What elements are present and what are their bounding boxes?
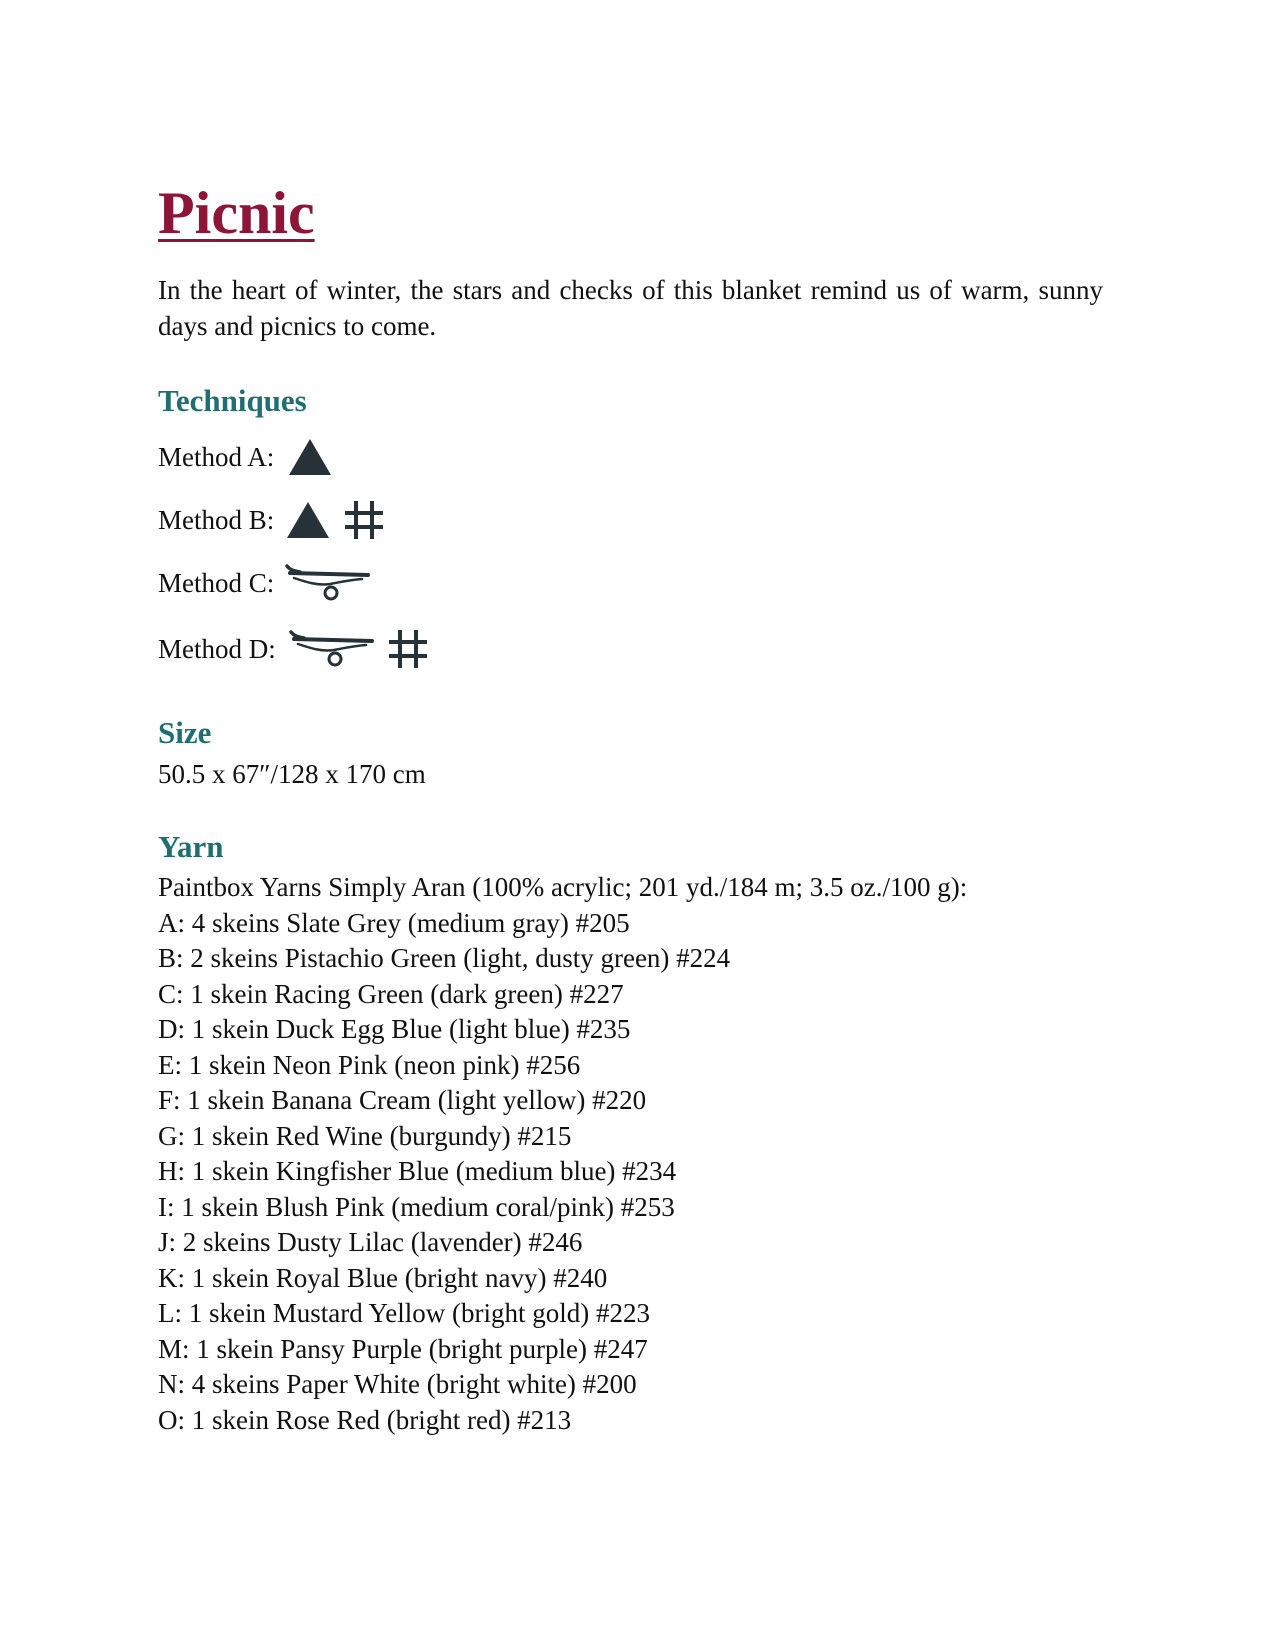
- triangle-icon: [284, 498, 332, 542]
- list-item: K: 1 skein Royal Blue (bright navy) #240: [158, 1262, 608, 1293]
- list-item: E: 1 skein Neon Pink (neon pink) #256: [158, 1049, 581, 1080]
- triangle-icon: [286, 435, 334, 479]
- intro-paragraph: In the heart of winter, the stars and checks of this blanket remind us of warm, sunny days and picnics to come.: [158, 275, 1103, 341]
- method-a-row: [158, 432, 334, 482]
- page-title: Picnic: [158, 180, 315, 246]
- list-item: O: 1 skein Rose Red (bright red) #213: [158, 1404, 572, 1435]
- list-item: G: 1 skein Red Wine (burgundy) #215: [158, 1120, 572, 1151]
- list-item: F: 1 skein Banana Cream (light yellow) #220: [158, 1085, 647, 1115]
- method-b-label: Method B:: [158, 505, 275, 535]
- list-item: C: 1 skein Racing Green (dark green) #227: [158, 978, 624, 1009]
- hash-grid-icon: [386, 627, 430, 671]
- hash-grid-icon: [342, 498, 386, 542]
- list-item: J: 2 skeins Dusty Lilac (lavender) #246: [158, 1227, 583, 1257]
- list-item: H: 1 skein Kingfisher Blue (medium blue) #234: [158, 1156, 677, 1186]
- yarn-heading: Yarn: [158, 829, 224, 864]
- method-b-row: [158, 495, 386, 545]
- list-item: L: 1 skein Mustard Yellow (bright gold) #223: [158, 1298, 650, 1328]
- techniques-heading: Techniques: [158, 383, 307, 418]
- list-item: N: 4 skeins Paper White (bright white) #200: [158, 1369, 637, 1399]
- method-c-row: [158, 558, 374, 608]
- list-item: I: 1 skein Blush Pink (medium coral/pink) #253: [158, 1191, 675, 1222]
- hook-icon: [284, 560, 374, 606]
- method-d-row: [158, 624, 430, 674]
- yarn-intro-line: Paintbox Yarns Simply Aran (100% acrylic; 201 yd./184 m; 3.5 oz./100 g):: [158, 872, 968, 902]
- method-a-label: Method A:: [158, 442, 275, 472]
- list-item: A: 4 skeins Slate Grey (medium gray) #205: [158, 907, 630, 938]
- method-d-label: Method D:: [158, 634, 276, 664]
- list-item: D: 1 skein Duck Egg Blue (light blue) #235: [158, 1014, 631, 1044]
- hook-icon: [288, 626, 378, 672]
- size-value: 50.5 x 67″/128 x 170 cm: [158, 759, 426, 789]
- size-heading: Size: [158, 715, 212, 750]
- pattern-page: [158, 0, 1103, 1650]
- yarn-list: [158, 870, 967, 1438]
- list-item: B: 2 skeins Pistachio Green (light, dusty green) #224: [158, 943, 731, 973]
- list-item: M: 1 skein Pansy Purple (bright purple) #247: [158, 1333, 648, 1364]
- method-c-label: Method C:: [158, 568, 275, 598]
